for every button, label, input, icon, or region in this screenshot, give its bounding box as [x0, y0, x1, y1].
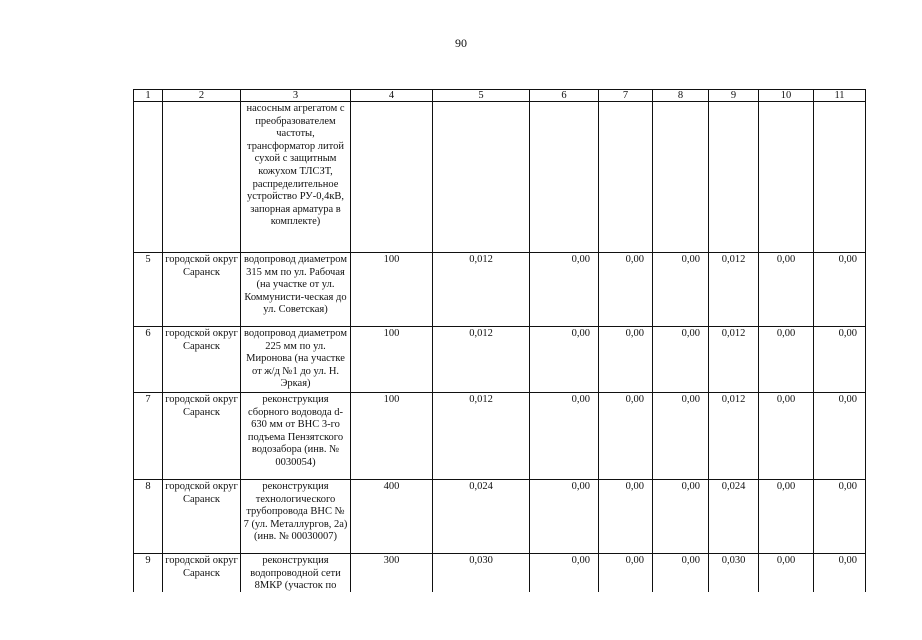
cell-no: 9 — [134, 553, 163, 593]
cell-c5: 0,012 — [433, 392, 530, 479]
cell-c6 — [530, 102, 599, 253]
table-row — [134, 327, 866, 393]
cell-description: реконструкция технологического трубопровода ВНС № 7 (ул. Металлургов, 2а) (инв. № 00030007) — [241, 479, 351, 553]
cell-c5 — [433, 102, 530, 253]
cell-c8: 0,00 — [653, 253, 709, 327]
cell-c5: 0,024 — [433, 479, 530, 553]
cell-c9: 0,012 — [709, 327, 759, 393]
cell-c7: 0,00 — [599, 392, 653, 479]
cell-c7: 0,00 — [599, 327, 653, 393]
header-cell: 10 — [759, 90, 814, 102]
table-row — [134, 253, 866, 327]
table-row — [134, 392, 866, 479]
page-number: 90 — [455, 36, 467, 50]
cell-c4: 100 — [351, 327, 433, 393]
cell-c5: 0,012 — [433, 327, 530, 393]
header-cell: 2 — [163, 90, 241, 102]
table-row — [134, 553, 866, 593]
cell-description: насосным агрегатом с преобразователем частоты, трансформатор литой сухой с защитным кожухом ТЛСЗТ, распределительное устройство РУ-0,4кВ, запорная арматура в комплекте) — [241, 102, 351, 253]
cell-description: реконструкция сборного водовода d-630 мм от ВНС 3-го подъема Пензятского водозабора (инв. № 0030054) — [241, 392, 351, 479]
cell-no — [134, 102, 163, 253]
table-row — [134, 479, 866, 553]
table-row-continuation — [134, 102, 866, 253]
cell-no: 8 — [134, 479, 163, 553]
cell-c5: 0,012 — [433, 253, 530, 327]
cell-no: 7 — [134, 392, 163, 479]
header-cell: 5 — [433, 90, 530, 102]
cell-c10: 0,00 — [759, 253, 814, 327]
cell-area: городской округ Саранск — [163, 392, 241, 479]
cell-c7: 0,00 — [599, 479, 653, 553]
header-cell: 8 — [653, 90, 709, 102]
cell-c11: 0,00 — [814, 553, 866, 593]
cell-c9: 0,030 — [709, 553, 759, 593]
cell-c7 — [599, 102, 653, 253]
cell-c4 — [351, 102, 433, 253]
cell-c10: 0,00 — [759, 553, 814, 593]
cell-area: городской округ Саранск — [163, 253, 241, 327]
cell-c4: 100 — [351, 392, 433, 479]
cell-c10: 0,00 — [759, 479, 814, 553]
cell-c8 — [653, 102, 709, 253]
cell-c9: 0,012 — [709, 253, 759, 327]
cell-area: городской округ Саранск — [163, 479, 241, 553]
cell-c6: 0,00 — [530, 479, 599, 553]
cell-area — [163, 102, 241, 253]
header-cell: 4 — [351, 90, 433, 102]
page-bottom-margin — [0, 592, 922, 640]
cell-no: 6 — [134, 327, 163, 393]
cell-c9: 0,024 — [709, 479, 759, 553]
cell-c6: 0,00 — [530, 253, 599, 327]
cell-c4: 400 — [351, 479, 433, 553]
cell-c11: 0,00 — [814, 253, 866, 327]
data-table — [133, 89, 866, 594]
cell-c9: 0,012 — [709, 392, 759, 479]
header-cell: 3 — [241, 90, 351, 102]
cell-c11 — [814, 102, 866, 253]
cell-description: водопровод диаметром 225 мм по ул. Миронова (на участке от ж/д №1 до ул. Н. Эркая) — [241, 327, 351, 393]
cell-description: водопровод диаметром 315 мм по ул. Рабочая (на участке от ул. Коммунисти-ческая до ул. Советская) — [241, 253, 351, 327]
cell-c4: 100 — [351, 253, 433, 327]
cell-no: 5 — [134, 253, 163, 327]
header-cell: 7 — [599, 90, 653, 102]
cell-c10: 0,00 — [759, 327, 814, 393]
cell-c6: 0,00 — [530, 327, 599, 393]
header-cell: 6 — [530, 90, 599, 102]
cell-c7: 0,00 — [599, 553, 653, 593]
cell-c6: 0,00 — [530, 392, 599, 479]
cell-c4: 300 — [351, 553, 433, 593]
cell-c11: 0,00 — [814, 479, 866, 553]
cell-c6: 0,00 — [530, 553, 599, 593]
cell-area: городской округ Саранск — [163, 327, 241, 393]
cell-c8: 0,00 — [653, 327, 709, 393]
header-cell: 9 — [709, 90, 759, 102]
header-cell: 1 — [134, 90, 163, 102]
cell-c7: 0,00 — [599, 253, 653, 327]
cell-c10 — [759, 102, 814, 253]
cell-c8: 0,00 — [653, 479, 709, 553]
cell-area: городской округ Саранск — [163, 553, 241, 593]
cell-c10: 0,00 — [759, 392, 814, 479]
cell-c8: 0,00 — [653, 553, 709, 593]
cell-description: реконструкция водопроводной сети 8МКР (участок по — [241, 553, 351, 593]
header-cell: 11 — [814, 90, 866, 102]
cell-c11: 0,00 — [814, 327, 866, 393]
cell-c5: 0,030 — [433, 553, 530, 593]
cell-c11: 0,00 — [814, 392, 866, 479]
cell-c9 — [709, 102, 759, 253]
header-row — [134, 90, 866, 102]
cell-c8: 0,00 — [653, 392, 709, 479]
